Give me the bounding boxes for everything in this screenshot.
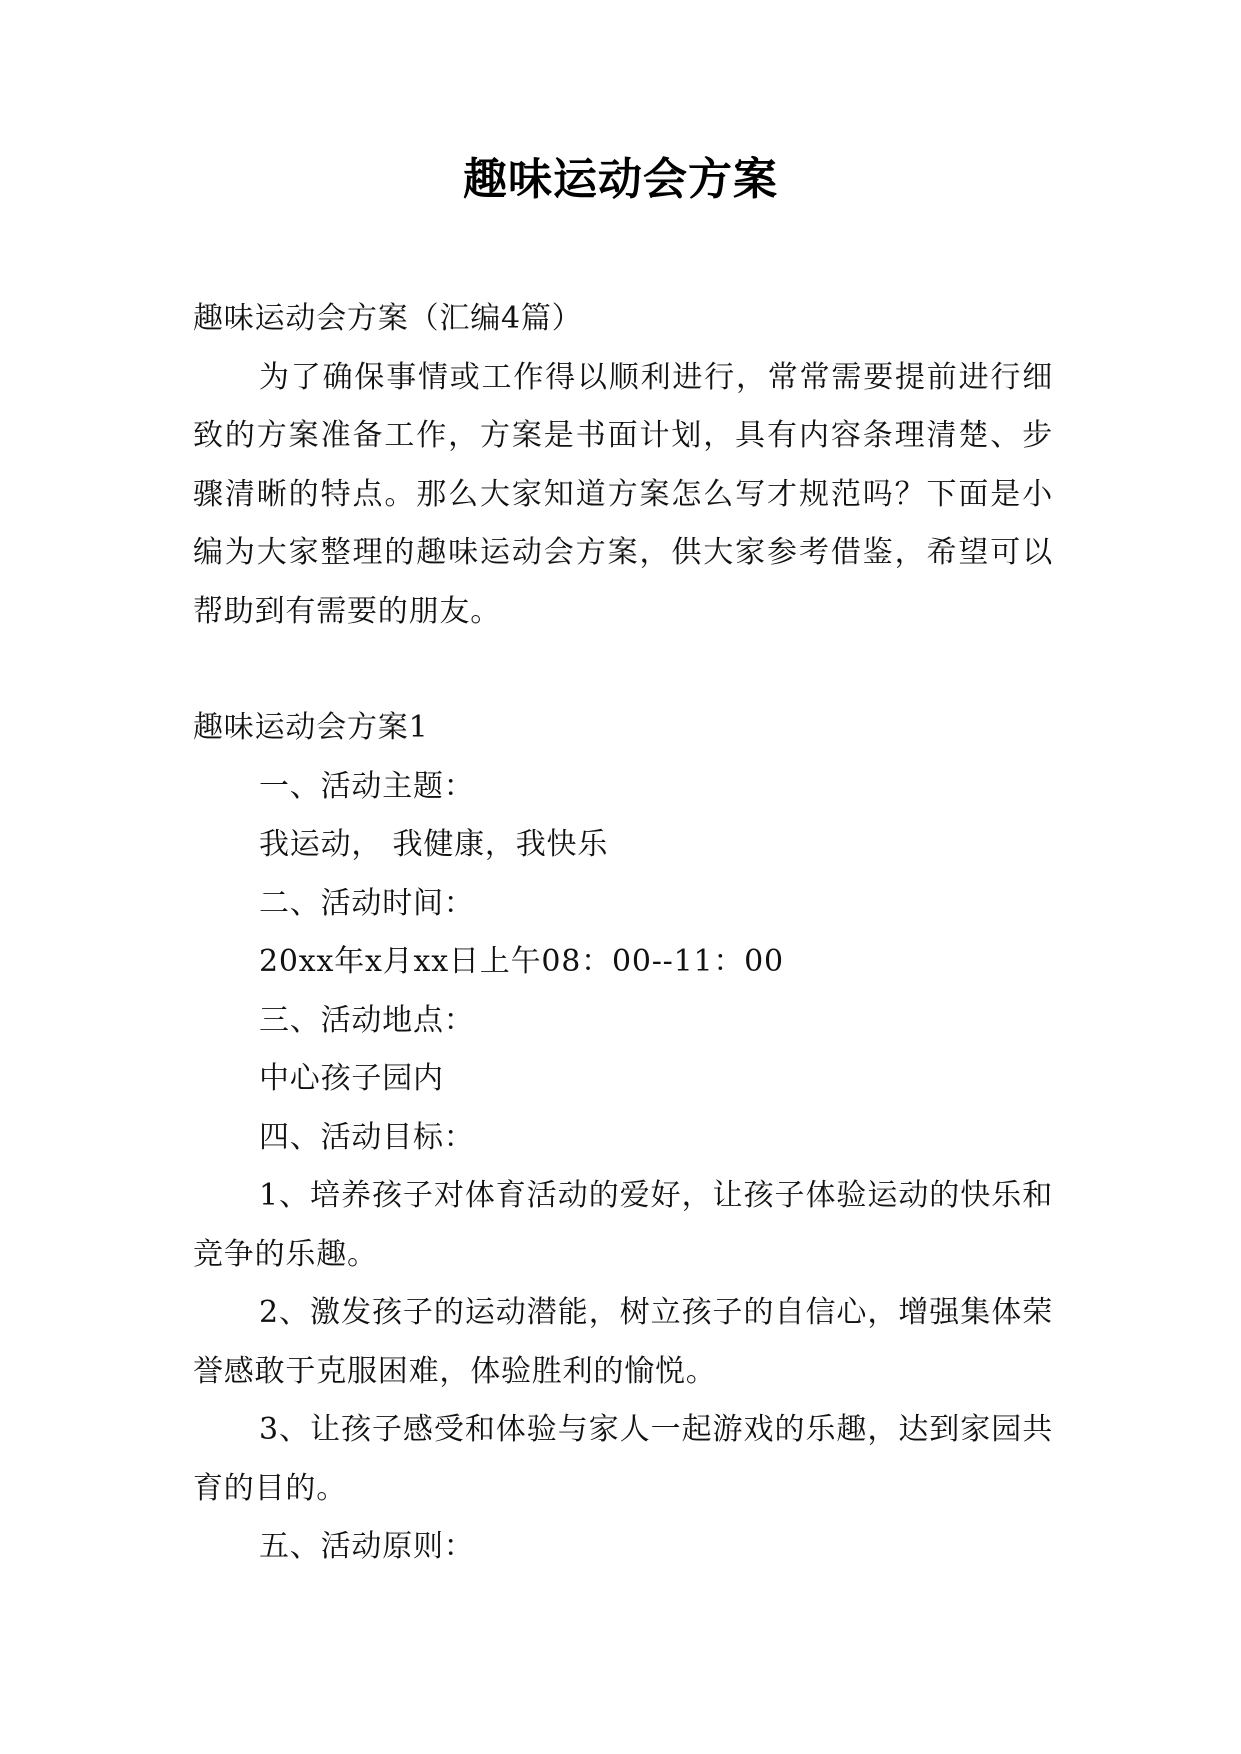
place-label: 三、活动地点：	[259, 1002, 475, 1038]
goal-label: 四、活动目标：	[259, 1119, 475, 1155]
goal-item-3: 3、让孩子感受和体验与家人一起游戏的乐趣，达到家园共育的目的。	[193, 1412, 1053, 1506]
document-title: 趣味运动会方案	[463, 154, 778, 205]
theme-value: 我运动， 我健康，我快乐	[259, 827, 609, 862]
time-label: 二、活动时间：	[259, 885, 475, 921]
section-title: 趣味运动会方案1	[193, 710, 429, 745]
theme-label: 一、活动主题：	[259, 768, 475, 804]
place-value: 中心孩子园内	[259, 1061, 444, 1096]
principle-label: 五、活动原则：	[259, 1529, 475, 1564]
document-body	[193, 290, 1053, 1577]
time-value: 20xx年x月xx日上午08：00--11：00	[259, 944, 784, 979]
document-heading: 趣味运动会方案（汇编4篇）	[193, 301, 583, 336]
goal-item-1: 1、培养孩子对体育活动的爱好，让孩子体验运动的快乐和竞争的乐趣。	[193, 1178, 1053, 1272]
goal-item-2: 2、激发孩子的运动潜能，树立孩子的自信心，增强集体荣誉感敢于克服困难，体验胜利的愉悦。	[193, 1295, 1053, 1389]
intro-paragraph: 为了确保事情或工作得以顺利进行，常常需要提前进行细致的方案准备工作，方案是书面计划，具有内容条理清楚、步骤清晰的特点。那么大家知道方案怎么写才规范吗？下面是小编为大家整理的趣味运动会方案，供大家参考借鉴，希望可以帮助到有需要的朋友。	[193, 359, 1053, 629]
section-gap	[193, 641, 1053, 699]
